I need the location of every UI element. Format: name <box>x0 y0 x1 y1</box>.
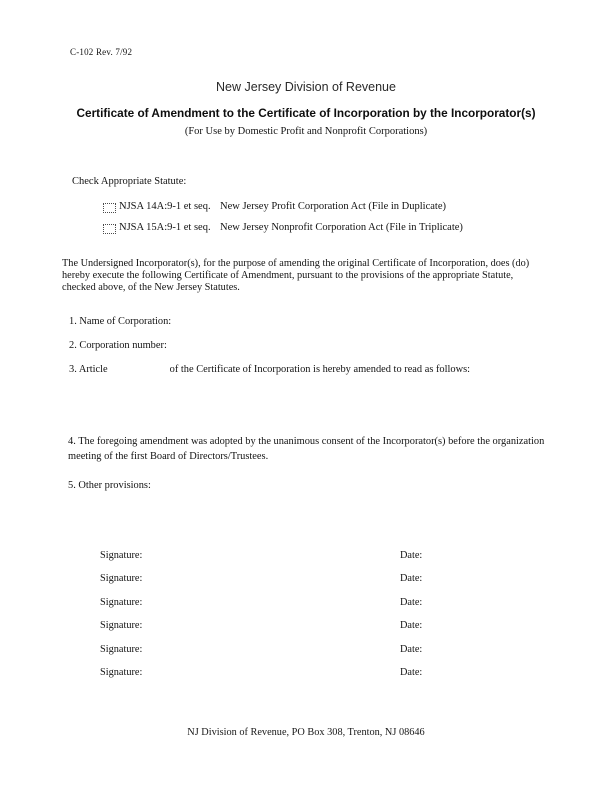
date-label: Date: <box>400 620 423 631</box>
date-label: Date: <box>400 667 423 678</box>
signature-label: Signature: <box>100 620 143 631</box>
statute-code: NJSA 14A:9-1 et seq. <box>119 201 211 212</box>
signature-row <box>0 550 612 565</box>
date-label: Date: <box>400 644 423 655</box>
agency-title: New Jersey Division of Revenue <box>216 80 396 94</box>
intro-paragraph: The Undersigned Incorporator(s), for the purpose of amending the original Certificate of Incorporation, does (do) hereby execute the following Certificate of Amendment, pursuant to the provisions of the appropriate Statute, checked above, of the New Jersey Statutes. <box>62 258 530 294</box>
statute-section-label: Check Appropriate Statute: <box>72 176 187 187</box>
statute-code: NJSA 15A:9-1 et seq. <box>119 222 211 233</box>
statute-option-nonprofit <box>0 222 612 237</box>
signature-row <box>0 573 612 588</box>
item-name-of-corporation: 1. Name of Corporation: <box>69 316 172 327</box>
item-corporation-number: 2. Corporation number: <box>69 340 167 351</box>
item-article-prefix: 3. Article <box>69 364 108 375</box>
article-number-blank <box>108 362 170 372</box>
date-label: Date: <box>400 550 423 561</box>
form-number: C-102 Rev. 7/92 <box>70 47 133 57</box>
signature-label: Signature: <box>100 573 143 584</box>
signature-row <box>0 644 612 659</box>
signature-label: Signature: <box>100 550 143 561</box>
signature-row <box>0 620 612 635</box>
item-article-suffix: of the Certificate of Incorporation is hereby amended to read as follows: <box>169 364 471 375</box>
nonprofit-statute-checkbox[interactable] <box>103 224 116 234</box>
signature-label: Signature: <box>100 597 143 608</box>
date-label: Date: <box>400 573 423 584</box>
date-label: Date: <box>400 597 423 608</box>
statute-act-description: New Jersey Nonprofit Corporation Act (File in Triplicate) <box>220 222 463 233</box>
statute-act-description: New Jersey Profit Corporation Act (File in Duplicate) <box>220 201 446 212</box>
document-title: Certificate of Amendment to the Certificate of Incorporation by the Incorporator(s) <box>76 106 536 120</box>
footer-address: NJ Division of Revenue, PO Box 308, Trenton, NJ 08646 <box>187 727 425 738</box>
item-unanimous-consent: 4. The foregoing amendment was adopted by the unanimous consent of the Incorporator(s) before the organization meeting of the first Board of Directors/Trustees. <box>68 436 545 462</box>
profit-statute-checkbox[interactable] <box>103 203 116 213</box>
signature-label: Signature: <box>100 667 143 678</box>
signature-label: Signature: <box>100 644 143 655</box>
signature-row <box>0 667 612 682</box>
item-other-provisions: 5. Other provisions: <box>68 480 151 491</box>
document-subtitle: (For Use by Domestic Profit and Nonprofit Corporations) <box>184 126 428 137</box>
item-article-amended <box>69 362 470 375</box>
statute-option-profit <box>0 201 612 216</box>
signature-row <box>0 597 612 612</box>
